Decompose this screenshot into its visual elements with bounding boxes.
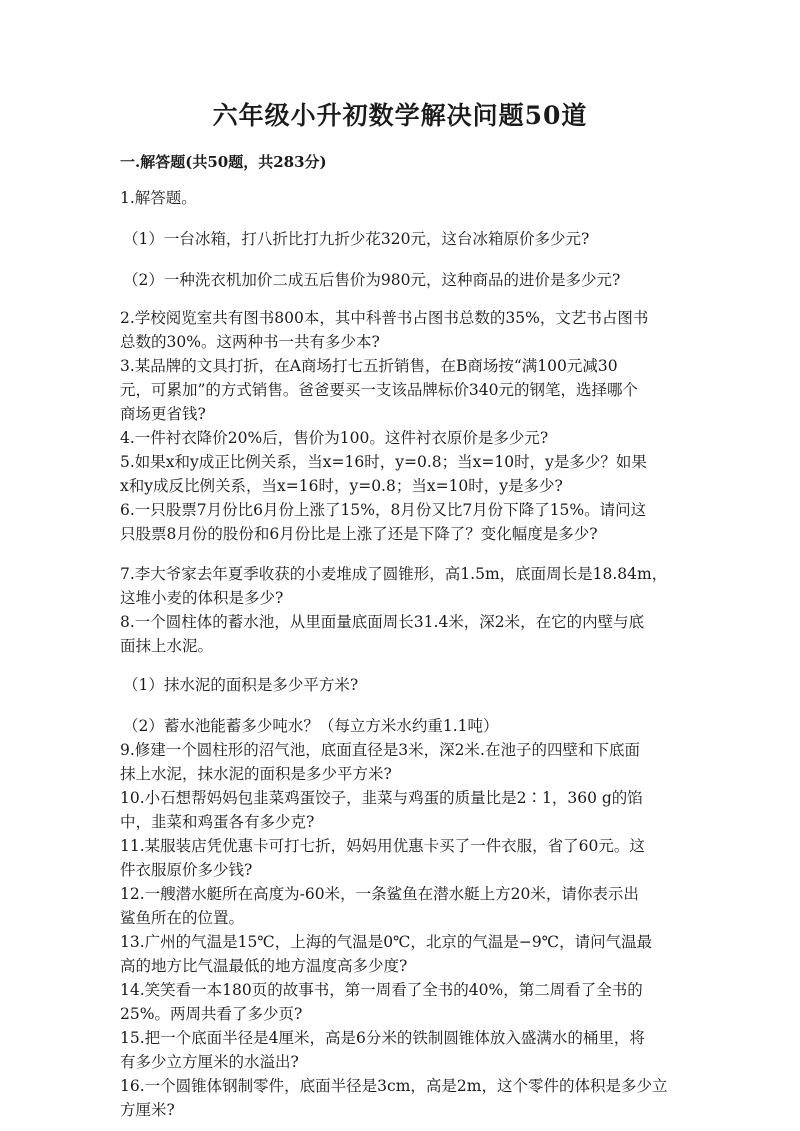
question-line: 8.一个圆柱体的蓄水池，从里面量底面周长31.4米，深2米，在它的内壁与底 — [120, 613, 645, 631]
question-line: 2.学校阅览室共有图书800本，其中科普书占图书总数的35%，文艺书占图书 — [120, 309, 649, 327]
question-line: 总数的30%。这两种书一共有多少本? — [120, 333, 380, 351]
question-line: 件衣服原价多少钱? — [120, 861, 253, 879]
question-line: 5.如果x和y成正比例关系，当x=16时，y=0.8；当x=10时，y是多少？如果 — [120, 453, 647, 471]
question-line: x和y成反比例关系，当x=16时，y=0.8；当x=10时，y是多少? — [120, 477, 563, 495]
question-line: 12.一艘潜水艇所在高度为-60米，一条鲨鱼在潜水艇上方20米，请你表示出 — [120, 885, 639, 903]
question-line: 4.一件衬衣降价20%后，售价为100。这件衬衣原价是多少元? — [120, 429, 549, 447]
question-line: 元，可累加”的方式销售。爸爸要买一支该品牌标价340元的钢笔，选择哪个 — [120, 381, 639, 399]
section-heading: 一.解答题(共50题，共283分) — [120, 153, 327, 171]
question-line: 商场更省钱? — [120, 405, 206, 423]
question-line: 14.笑笑看一本180页的故事书，第一周看了全书的40%，第二周看了全书的 — [120, 981, 643, 999]
question-line: （2）一种洗衣机加价二成五后售价为980元，这种商品的进价是多少元? — [123, 271, 621, 289]
question-line: 25%。两周共看了多少页? — [120, 1005, 303, 1023]
question-line: 有多少立方厘米的水溢出? — [120, 1053, 299, 1071]
question-line: 鲨鱼所在的位置。 — [120, 909, 245, 927]
question-line: 13.广州的气温是15℃，上海的气温是0℃，北京的气温是−9℃，请问气温最 — [120, 933, 653, 951]
question-line: 16.一个圆锥体钢制零件，底面半径是3cm，高是2m，这个零件的体积是多少立 — [120, 1077, 668, 1095]
question-line: 中，韭菜和鸡蛋各有多少克? — [120, 813, 315, 831]
question-line: （1）抹水泥的面积是多少平方米? — [123, 676, 359, 694]
question-line: 方厘米? — [120, 1101, 175, 1119]
question-line: 这堆小麦的体积是多少? — [120, 589, 284, 607]
question-line: 6.一只股票7月份比6月份上涨了15%，8月份又比7月份下降了15%。请问这 — [120, 501, 647, 519]
question-line: 高的地方比气温最低的地方温度高多少度? — [120, 957, 408, 975]
question-line: 15.把一个底面半径是4厘米，高是6分米的铁制圆锥体放入盛满水的桶里，将 — [120, 1029, 645, 1047]
question-line: （1）一台冰箱，打八折比打九折少花320元，这台冰箱原价多少元? — [123, 230, 590, 248]
question-line: （2）蓄水池能蓄多少吨水？（每立方米水约重1.1吨） — [123, 717, 499, 735]
question-line: 9.修建一个圆柱形的沼气池，底面直径是3米，深2米.在池子的四壁和下底面 — [120, 741, 640, 759]
question-line: 只股票8月份的股份和6月份比是上涨了还是下降了？变化幅度是多少? — [120, 525, 598, 543]
question-line: 10.小石想帮妈妈包韭菜鸡蛋饺子，韭菜与鸡蛋的质量比是2∶1，360 g的馅 — [120, 789, 643, 807]
page-title: 六年级小升初数学解决问题50道 — [212, 101, 588, 130]
question-line: 抹上水泥，抹水泥的面积是多少平方米? — [120, 765, 392, 783]
question-line: 面抹上水泥。 — [120, 637, 214, 655]
question-line: 1.解答题。 — [120, 189, 197, 207]
question-line: 7.李大爷家去年夏季收获的小麦堆成了圆锥形，高1.5m，底面周长是18.84m， — [120, 565, 668, 583]
question-line: 3.某品牌的文具打折，在A商场打七五折销售，在B商场按“满100元减30 — [120, 357, 618, 375]
question-line: 11.某服装店凭优惠卡可打七折，妈妈用优惠卡买了一件衣服，省了60元。这 — [120, 837, 645, 855]
